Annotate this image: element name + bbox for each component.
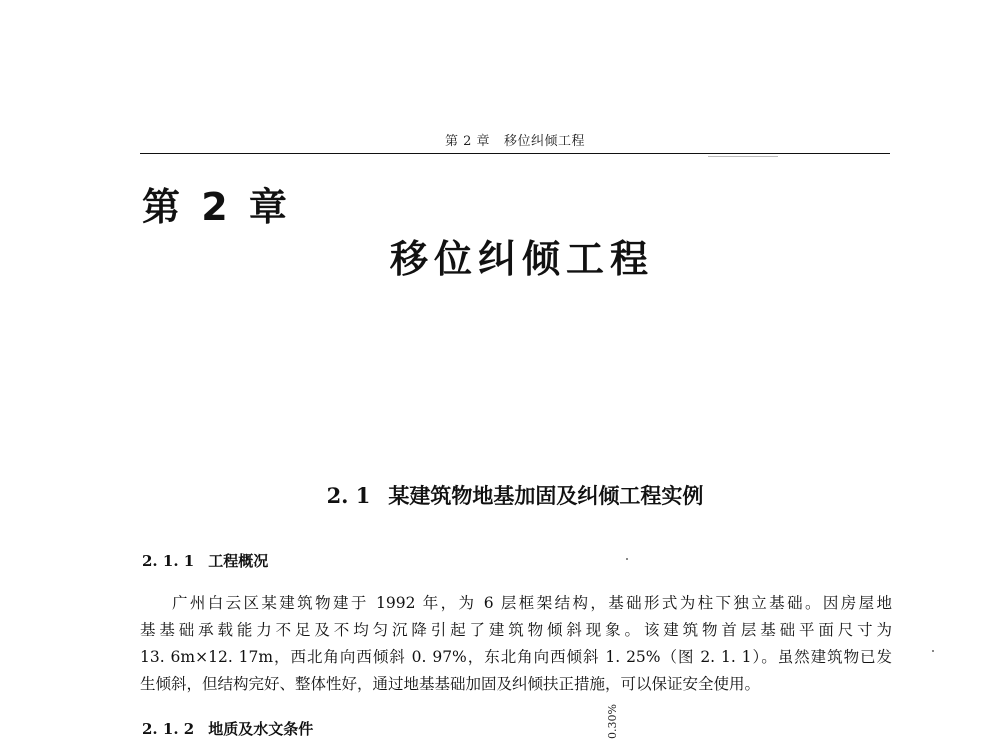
paragraph-line: 广州白云区某建筑物建于 1992 年，为 6 层框架结构，基础形式为柱下独立基础。因房屋地: [172, 594, 892, 612]
subsection-number: 2. 1. 2: [142, 720, 195, 738]
subsection-title: 工程概况: [208, 552, 269, 570]
subsection-title: 地质及水文条件: [208, 720, 314, 738]
paragraph-line: 13. 6m×12. 17m，西北角向西倾斜 0. 97%，东北角向西倾斜 1. 25%（图 2. 1. 1）。虽然建筑物已发: [140, 648, 892, 666]
section-number: 2. 1: [326, 483, 371, 508]
scan-artifact: [708, 156, 778, 157]
subsection-number: 2. 1. 1: [142, 552, 195, 570]
running-header: [140, 130, 890, 149]
subsection-heading-geology: [142, 718, 313, 739]
paragraph-line: 基基础承载能力不足及不均匀沉降引起了建筑物倾斜现象。该建筑物首层基础平面尺寸为: [140, 621, 892, 639]
chapter-title: 移位纠倾工程: [390, 237, 655, 281]
scan-artifact: [626, 558, 628, 560]
figure-fragment-label: 0.30%: [606, 704, 619, 739]
header-rule: [140, 153, 890, 154]
subsection-heading-overview: [142, 550, 268, 571]
scan-artifact: [932, 650, 934, 652]
running-header-title: 移位纠倾工程: [504, 134, 586, 149]
body-paragraph: [140, 590, 892, 698]
section-title: 某建筑物地基加固及纠倾工程实例: [388, 483, 704, 508]
running-header-chapter: 第 2 章: [444, 134, 491, 149]
paragraph-line: 生倾斜，但结构完好、整体性好，通过地基基础加固及纠倾扶正措施，可以保证安全使用。: [140, 675, 761, 693]
chapter-number: 第 2 章: [142, 185, 291, 229]
section-heading: [140, 480, 890, 510]
